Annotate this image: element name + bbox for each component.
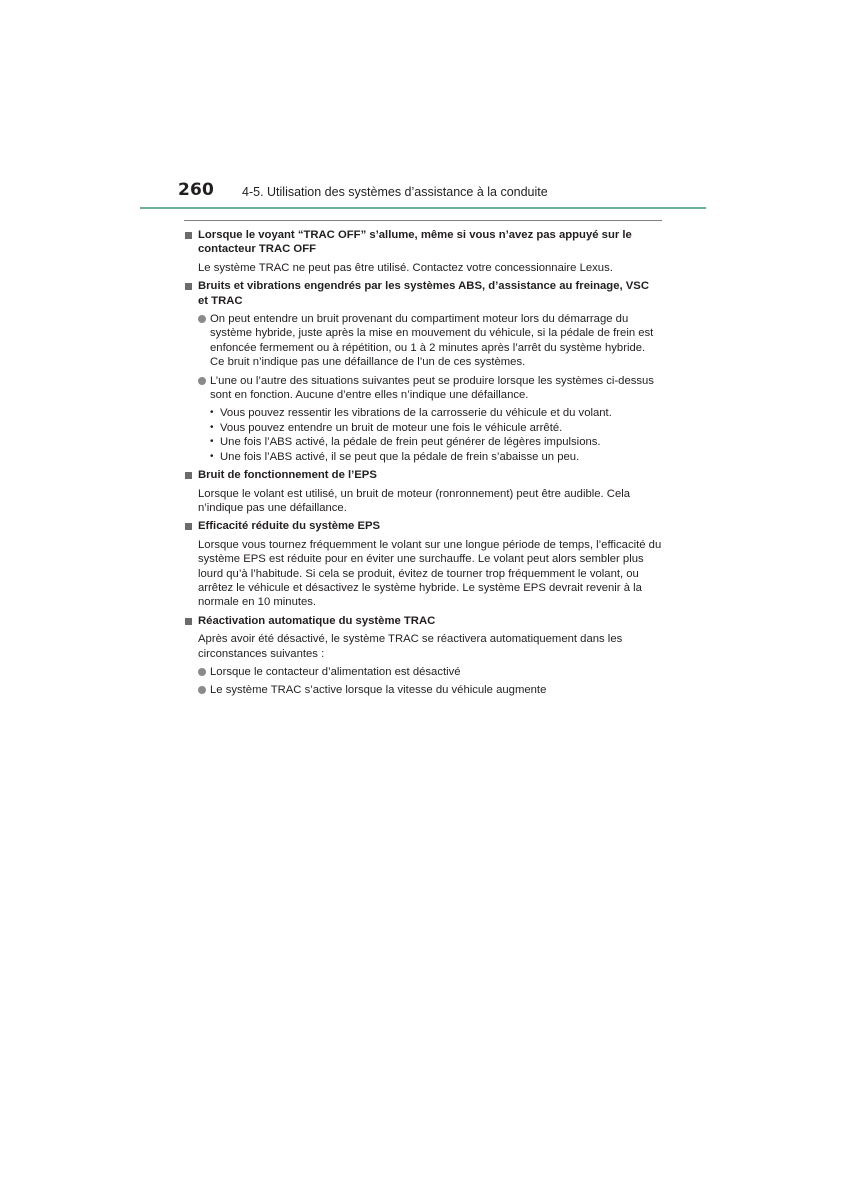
list-item: On peut entendre un bruit provenant du compartiment moteur lors du démarrage du système hybride, juste après la mise en mouvement du véhicule, si la pédale de frein est enfoncée fermement ou à répétition, ou 1 à 2 minutes après l’arrêt du système hybride. Ce bruit n’indique pas une défaillance de l’un de ces systèmes. (198, 312, 662, 370)
round-bullet-icon (198, 668, 206, 676)
square-bullet-icon (185, 618, 192, 625)
section-eps-noise (184, 468, 662, 515)
small-dot-icon: • (210, 421, 214, 433)
round-bullet-icon (198, 315, 206, 323)
list-item: L’une ou l’autre des situations suivantes peut se produire lorsque les systèmes ci-dessus sont en fonction. Aucune d’entre elles n’indique une défaillance. (198, 374, 662, 403)
sub-list (184, 406, 662, 464)
section-heading: Réactivation automatique du système TRAC (198, 614, 436, 627)
section-heading: Efficacité réduite du système EPS (198, 520, 381, 533)
square-bullet-icon (185, 232, 192, 239)
section-paragraph: Le système TRAC ne peut pas être utilisé. Contactez votre concessionnaire Lexus. (198, 261, 613, 274)
section-eps-reduced (184, 519, 662, 609)
round-bullet-icon (198, 686, 206, 694)
small-dot-icon: • (210, 407, 214, 419)
section-noise-vibrations (184, 279, 662, 464)
page-number: 260 (178, 180, 215, 200)
square-bullet-icon (185, 283, 192, 290)
section-trac-off-indicator (184, 228, 662, 275)
sub-list-item: • Vous pouvez ressentir les vibrations de la carrosserie du véhicule et du volant. (210, 407, 612, 420)
chapter-title: 4-5. Utilisation des systèmes d’assistance à la conduite (242, 185, 548, 199)
section-heading: Lorsque le voyant “TRAC OFF” s’allume, même si vous n’avez pas appuyé sur le contacteur TRAC OFF (198, 229, 632, 256)
section-paragraph: Lorsque le volant est utilisé, un bruit de moteur (ronronnement) peut être audible. Cela n’indique pas une défaillance. (198, 487, 631, 514)
section-paragraph: Après avoir été désactivé, le système TRAC se réactivera automatiquement dans les circonstances suivantes : (198, 633, 623, 660)
page-content (184, 228, 662, 698)
section-paragraph: Lorsque vous tournez fréquemment le volant sur une longue période de temps, l’efficacité du système EPS est réduite pour en éviter une surchauffe. Le volant peut alors sembler plus lourd qu’à l’habitude. Si cela se produit, évitez de tourner trop fréquemment le volant, ou arrêtez le véhicule et désactivez le système hybride. Le système EPS devrait revenir à la normale en 10 minutes. (198, 538, 662, 609)
square-bullet-icon (185, 472, 192, 479)
sub-list-item: • Une fois l’ABS activé, la pédale de frein peut générer de légères impulsions. (210, 436, 601, 449)
section-trac-reactivation (184, 614, 662, 698)
list-item: Le système TRAC s’active lorsque la vitesse du véhicule augmente (198, 683, 662, 697)
sub-list-item: • Vous pouvez entendre un bruit de moteur une fois le véhicule arrêté. (210, 421, 563, 434)
header-divider (140, 207, 706, 209)
page-header (150, 180, 710, 208)
sub-list-item: • Une fois l’ABS activé, il se peut que la pédale de frein s’abaisse un peu. (210, 450, 580, 463)
square-bullet-icon (185, 523, 192, 530)
list-item: Lorsque le contacteur d’alimentation est désactivé (198, 665, 662, 679)
section-heading: Bruits et vibrations engendrés par les systèmes ABS, d’assistance au freinage, VSC et TRAC (198, 280, 649, 307)
small-dot-icon: • (210, 436, 214, 448)
small-dot-icon: • (210, 450, 214, 462)
content-divider (184, 220, 662, 221)
round-bullet-icon (198, 377, 206, 385)
section-heading: Bruit de fonctionnement de l’EPS (198, 469, 377, 482)
